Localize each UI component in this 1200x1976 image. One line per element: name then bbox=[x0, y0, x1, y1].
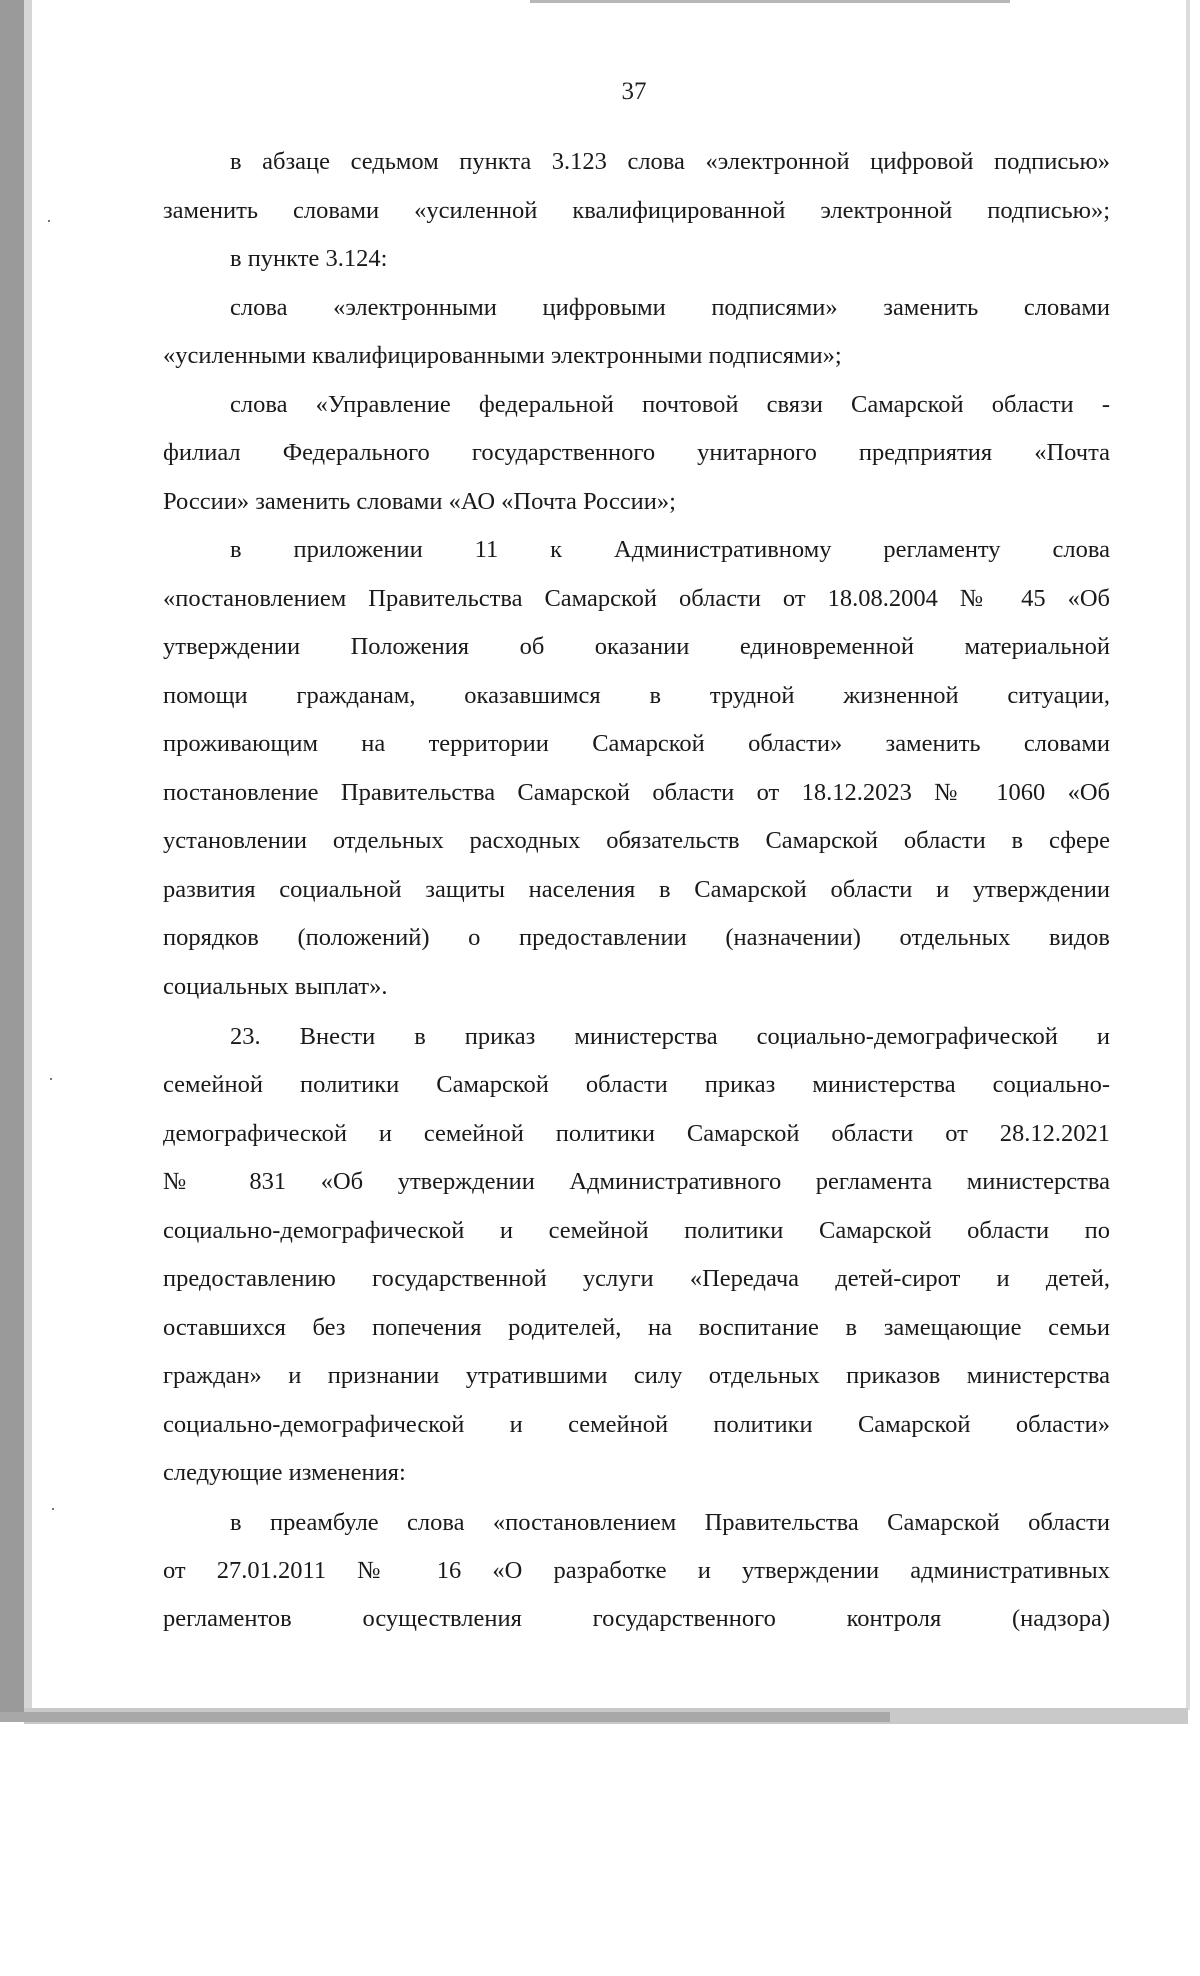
text-line: социально-демографической и семейной политики Самарской области» bbox=[163, 1411, 1110, 1438]
text-line: установлении отдельных расходных обязательств Самарской области в сфере bbox=[163, 827, 1110, 854]
text-line: социально-демографической и семейной политики Самарской области по bbox=[163, 1217, 1110, 1244]
scan-speck bbox=[50, 1078, 52, 1080]
text-line: предоставлению государственной услуги «Передача детей-сирот и детей, bbox=[163, 1265, 1110, 1292]
text-line: России» заменить словами «АО «Почта России»; bbox=[163, 488, 676, 515]
text-line: № 831 «Об утверждении Административного регламента министерства bbox=[163, 1168, 1110, 1195]
text-line: от 27.01.2011 № 16 «О разработке и утверждении административных bbox=[163, 1557, 1110, 1584]
text-line: порядков (положений) о предоставлении (назначении) отдельных видов bbox=[163, 924, 1110, 951]
text-line: семейной политики Самарской области приказ министерства социально- bbox=[163, 1071, 1110, 1098]
text-line: заменить словами «усиленной квалифицированной электронной подписью»; bbox=[163, 197, 1110, 224]
scan-edge-left-shadow bbox=[24, 0, 32, 1722]
text-line: развития социальной защиты населения в Самарской области и утверждении bbox=[163, 876, 1110, 903]
text-line: слова «Управление федеральной почтовой связи Самарской области - bbox=[230, 391, 1110, 418]
text-line: в абзаце седьмом пункта 3.123 слова «электронной цифровой подписью» bbox=[230, 148, 1110, 175]
scan-edge-right bbox=[1186, 0, 1190, 1710]
text-line: в приложении 11 к Административному регламенту слова bbox=[230, 536, 1110, 563]
text-line: слова «электронными цифровыми подписями» заменить словами bbox=[230, 294, 1110, 321]
text-line: регламентов осуществления государственного контроля (надзора) bbox=[163, 1605, 1110, 1632]
page-number: 37 bbox=[621, 78, 647, 105]
text-line: «усиленными квалифицированными электронными подписями»; bbox=[163, 342, 842, 369]
scan-edge-left bbox=[0, 0, 24, 1722]
text-line: оставшихся без попечения родителей, на воспитание в замещающие семьи bbox=[163, 1314, 1110, 1341]
text-line: постановление Правительства Самарской области от 18.12.2023 № 1060 «Об bbox=[163, 779, 1110, 806]
scan-edge-bottom-shadow bbox=[0, 1712, 890, 1722]
text-line: помощи гражданам, оказавшимся в трудной жизненной ситуации, bbox=[163, 682, 1110, 709]
text-line: «постановлением Правительства Самарской области от 18.08.2004 № 45 «Об bbox=[163, 585, 1110, 612]
text-line: в пункте 3.124: bbox=[230, 245, 388, 272]
text-line: 23. Внести в приказ министерства социально-демографической и bbox=[230, 1023, 1110, 1050]
scan-edge-top bbox=[530, 0, 1010, 3]
text-line: в преамбуле слова «постановлением Правительства Самарской области bbox=[230, 1509, 1110, 1536]
text-line: утверждении Положения об оказании единовременной материальной bbox=[163, 633, 1110, 660]
text-line: демографической и семейной политики Самарской области от 28.12.2021 bbox=[163, 1120, 1110, 1147]
scan-speck bbox=[48, 220, 50, 222]
text-line: филиал Федерального государственного унитарного предприятия «Почта bbox=[163, 439, 1110, 466]
scan-speck bbox=[52, 1508, 54, 1510]
text-line: проживающим на территории Самарской области» заменить словами bbox=[163, 730, 1110, 757]
text-line: следующие изменения: bbox=[163, 1459, 406, 1486]
text-line: граждан» и признании утратившими силу отдельных приказов министерства bbox=[163, 1362, 1110, 1389]
text-line: социальных выплат». bbox=[163, 973, 388, 1000]
